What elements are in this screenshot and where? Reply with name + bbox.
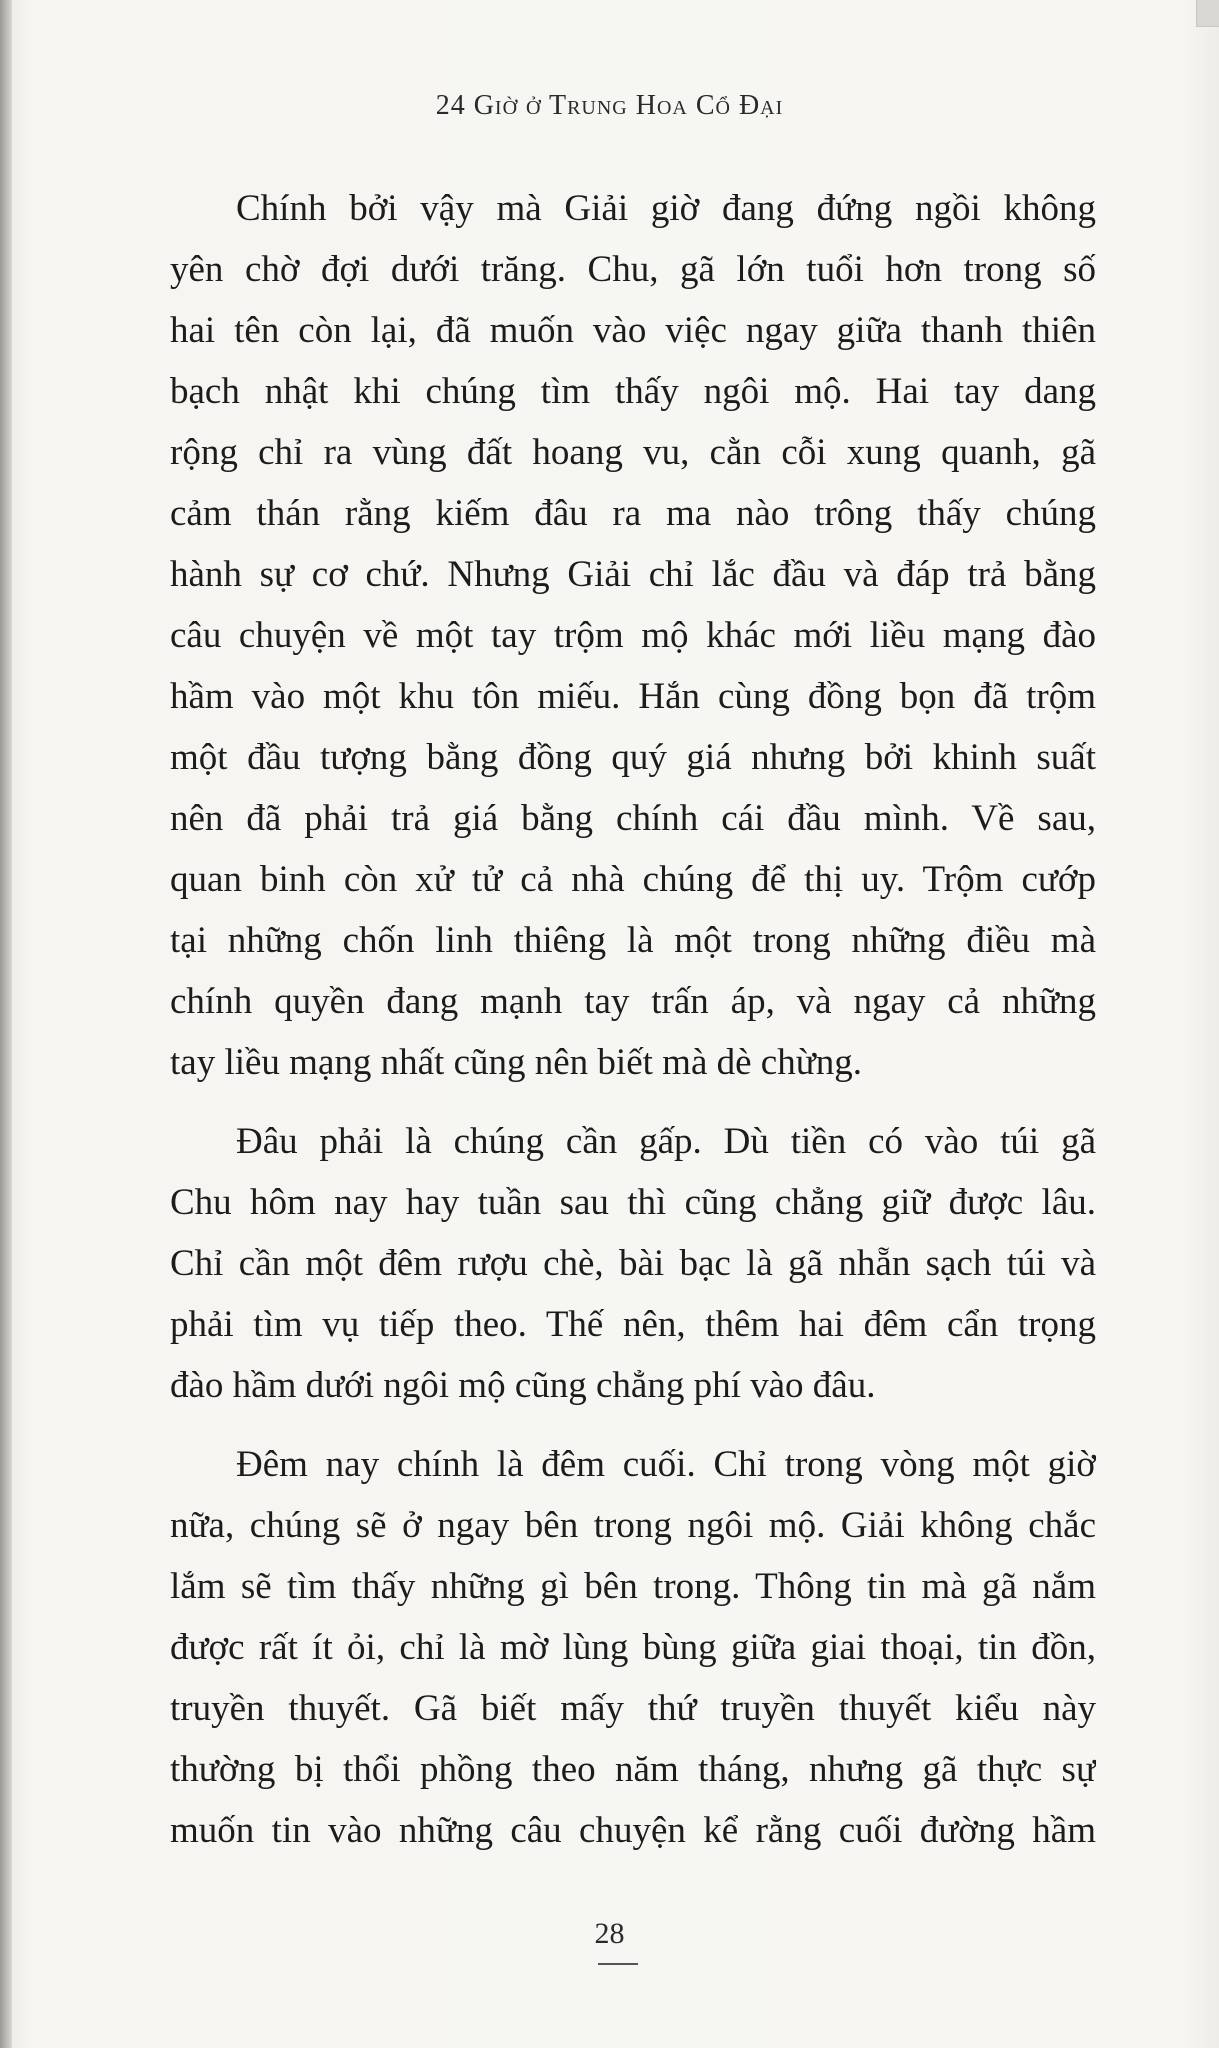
text-line: tay liều mạng nhất cũng nên biết mà dè chừng. xyxy=(170,1042,863,1083)
page-number-underline xyxy=(598,1963,638,1965)
text-line: quan binh còn xử tử cả nhà chúng để thị uy. Trộm cướp xyxy=(170,859,1096,900)
text-line: tại những chốn linh thiêng là một trong những điều mà xyxy=(170,920,1096,961)
text-line: yên chờ đợi dưới trăng. Chu, gã lớn tuổi hơn trong số xyxy=(170,249,1096,290)
text-line: hầm vào một khu tôn miếu. Hắn cùng đồng bọn đã trộm xyxy=(170,676,1096,717)
text-line: truyền thuyết. Gã biết mấy thứ truyền thuyết kiểu này xyxy=(170,1688,1096,1729)
text-line: Đâu phải là chúng cần gấp. Dù tiền có vào túi gã xyxy=(236,1121,1096,1162)
text-line: nên đã phải trả giá bằng chính cái đầu mình. Về sau, xyxy=(170,798,1096,839)
text-line: chính quyền đang mạnh tay trấn áp, và ngay cả những xyxy=(170,981,1096,1022)
text-line: bạch nhật khi chúng tìm thấy ngôi mộ. Hai tay dang xyxy=(170,371,1096,412)
body-text xyxy=(170,178,1096,1879)
text-line: muốn tin vào những câu chuyện kể rằng cuối đường hầm xyxy=(170,1810,1096,1851)
text-line: thường bị thổi phồng theo năm tháng, nhưng gã thực sự xyxy=(170,1749,1096,1790)
paragraph xyxy=(170,1434,1096,1861)
text-line: rộng chỉ ra vùng đất hoang vu, cằn cỗi xung quanh, gã xyxy=(170,432,1096,473)
text-line: Chu hôm nay hay tuần sau thì cũng chẳng giữ được lâu. xyxy=(170,1182,1096,1223)
text-line: hai tên còn lại, đã muốn vào việc ngay giữa thanh thiên xyxy=(170,310,1096,351)
text-line: hành sự cơ chứ. Nhưng Giải chỉ lắc đầu và đáp trả bằng xyxy=(170,554,1096,595)
paragraph xyxy=(170,178,1096,1093)
text-line: lắm sẽ tìm thấy những gì bên trong. Thông tin mà gã nắm xyxy=(170,1566,1096,1607)
page-corner xyxy=(1196,0,1219,27)
text-line: câu chuyện về một tay trộm mộ khác mới liều mạng đào xyxy=(170,615,1096,656)
text-line: Chính bởi vậy mà Giải giờ đang đứng ngồi không xyxy=(236,188,1096,229)
paragraph xyxy=(170,1111,1096,1416)
text-line: cảm thán rằng kiếm đâu ra ma nào trông thấy chúng xyxy=(170,493,1096,534)
text-line: đào hầm dưới ngôi mộ cũng chẳng phí vào đâu. xyxy=(170,1365,876,1406)
text-line: phải tìm vụ tiếp theo. Thế nên, thêm hai đêm cẩn trọng xyxy=(170,1304,1096,1345)
text-line: một đầu tượng bằng đồng quý giá nhưng bởi khinh suất xyxy=(170,737,1096,778)
text-line: Chỉ cần một đêm rượu chè, bài bạc là gã nhẵn sạch túi và xyxy=(170,1243,1096,1284)
text-line: được rất ít ỏi, chỉ là mờ lùng bùng giữa giai thoại, tin đồn, xyxy=(170,1627,1096,1668)
text-line: nữa, chúng sẽ ở ngay bên trong ngôi mộ. Giải không chắc xyxy=(170,1505,1096,1546)
spine-shadow xyxy=(0,0,12,2048)
text-line: Đêm nay chính là đêm cuối. Chỉ trong vòng một giờ xyxy=(236,1444,1096,1485)
running-head: 24 Giờ ở Trung Hoa Cổ Đại xyxy=(435,90,784,121)
page-number: 28 xyxy=(594,1917,625,1950)
